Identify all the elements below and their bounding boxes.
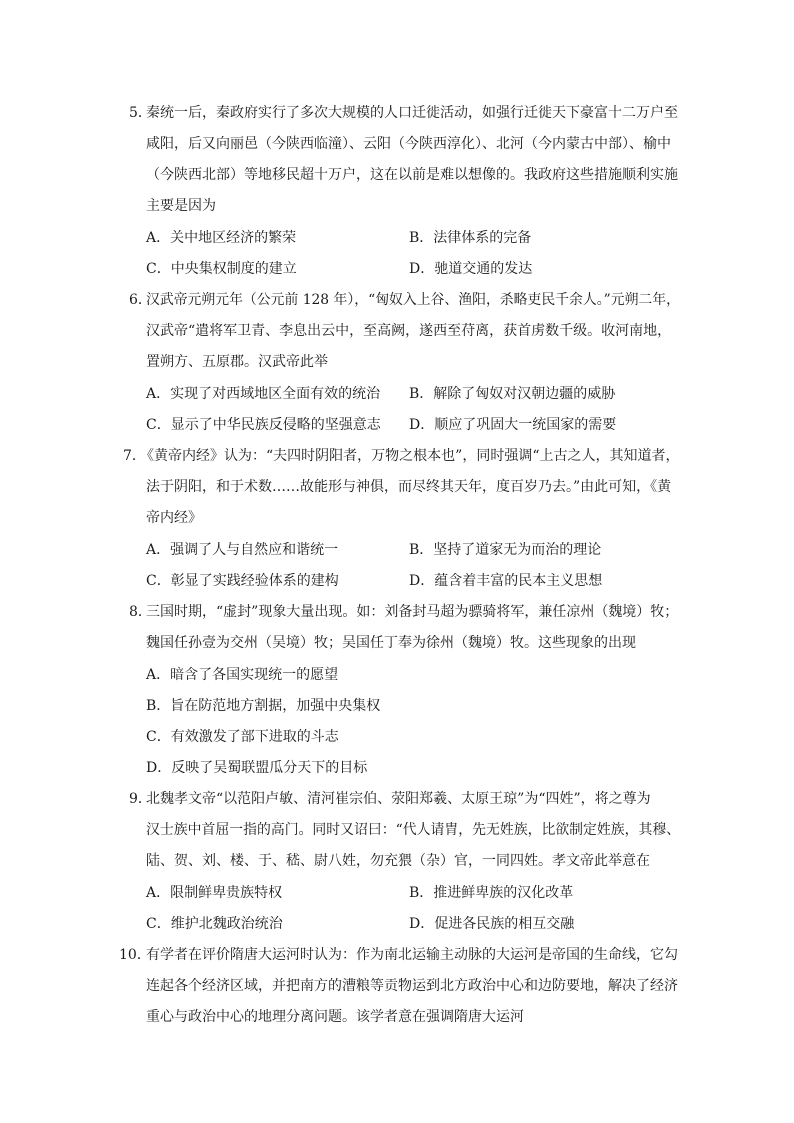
- option-c: C．显示了中华民族反侵略的坚强意志: [146, 417, 381, 433]
- question-text-line: 陆、贺、刘、楼、于、嵇、尉八姓，勿充猥（杂）官，一同四姓。孝文帝此举意在: [146, 853, 650, 869]
- question-text-line: 《黄帝内经》认为：“夫四时阴阳者，万物之根本也”，同时强调“上古之人，其知道者，: [140, 448, 680, 464]
- question-number: 8．: [129, 604, 152, 620]
- option-a: A．暗含了各国实现统一的愿望: [146, 667, 339, 683]
- option-c: C．有效激发了部下进取的斗志: [146, 729, 339, 745]
- option-c: C．中央集权制度的建立: [146, 261, 297, 277]
- question-text-line: 汉武帝“遣将军卫青、李息出云中，至高阙，遂西至苻离，获首虏数千级。收河南地，: [146, 323, 672, 339]
- question-text-line: 汉士族中首屈一指的高门。同时又诏曰：“代人请胄，先无姓族，比欲制定姓族，其穆、: [146, 822, 681, 838]
- option-d: D．顺应了巩固大一统国家的需要: [409, 417, 617, 433]
- question-number: 5．: [129, 105, 152, 121]
- option-b: B．解除了匈奴对汉朝边疆的威胁: [409, 386, 616, 402]
- question-text-line: （今陕西北部）等地移民超十万户，这在以前是难以想像的。我政府这些措施顺利实施: [146, 167, 678, 183]
- question-text-line: 重心与政治中心的地理分离问题。该学者意在强调隋唐大运河: [146, 1009, 524, 1025]
- option-d: D．驰道交通的发达: [409, 261, 533, 277]
- question-text-line: 帝内经》: [146, 510, 202, 526]
- question-text-line: 秦统一后，秦政府实行了多次大规模的人口迁徙活动，如强行迁徙天下豪富十二万户至: [146, 105, 678, 121]
- question-text-line: 咸阳，后又向丽邑（今陕西临潼）、云阳（今陕西淳化）、北河（今内蒙古中部）、榆中: [146, 136, 671, 152]
- question-number: 6．: [129, 292, 152, 308]
- question-text-line: 三国时期，“虚封”现象大量出现。如：刘备封马超为骠骑将军，兼任凉州（魏境）牧；: [146, 604, 679, 620]
- question-number: 10．: [119, 947, 151, 963]
- question-text-line: 魏国任孙壹为交州（吴境）牧；吴国任丁奉为徐州（魏境）牧。这些现象的出现: [146, 635, 636, 651]
- question-text-line: 置朔方、五原郡。汉武帝此举: [146, 354, 328, 370]
- question-text-line: 北魏孝文帝“以范阳卢敏、清河崔宗伯、荥阳郑羲、太原王琼”为“四姓”，将之尊为: [146, 791, 651, 807]
- option-a: A．限制鲜卑贵族特权: [146, 885, 283, 901]
- option-c: C．维护北魏政治统治: [146, 916, 283, 932]
- option-a: A．关中地区经济的繁荣: [146, 230, 297, 246]
- question-text-line: 法于阴阳，和于术数……故能形与神俱，而尽终其天年，度百岁乃去。”由此可知，《黄: [146, 479, 672, 495]
- option-d: D．促进各民族的相互交融: [409, 916, 575, 932]
- question-text-line: 有学者在评价隋唐大运河时认为：作为南北运输主动脉的大运河是帝国的生命线，它勾: [146, 947, 678, 963]
- question-text-line: 连起各个经济区域，并把南方的漕粮等贡物运到北方政治中心和边防要地，解决了经济: [146, 978, 678, 994]
- option-d: D．反映了吴蜀联盟瓜分天下的目标: [146, 760, 368, 776]
- question-text-line: 主要是因为: [146, 198, 216, 214]
- option-d: D．蕴含着丰富的民本主义思想: [409, 573, 603, 589]
- option-a: A．强调了人与自然应和谐统一: [146, 542, 339, 558]
- question-number: 9．: [129, 791, 152, 807]
- question-text-line: 汉武帝元朔元年（公元前 128 年），“匈奴入上谷、渔阳，杀略吏民千余人。”元朔二年，: [146, 292, 680, 308]
- option-c: C．彰显了实践经验体系的建构: [146, 573, 339, 589]
- option-b: B．推进鲜卑族的汉化改革: [409, 885, 574, 901]
- option-b: B．坚持了道家无为而治的理论: [409, 542, 602, 558]
- option-a: A．实现了对西域地区全面有效的统治: [146, 386, 381, 402]
- option-b: B．旨在防范地方割据，加强中央集权: [146, 698, 381, 714]
- question-number: 7．: [123, 448, 146, 464]
- option-b: B．法律体系的完备: [409, 230, 532, 246]
